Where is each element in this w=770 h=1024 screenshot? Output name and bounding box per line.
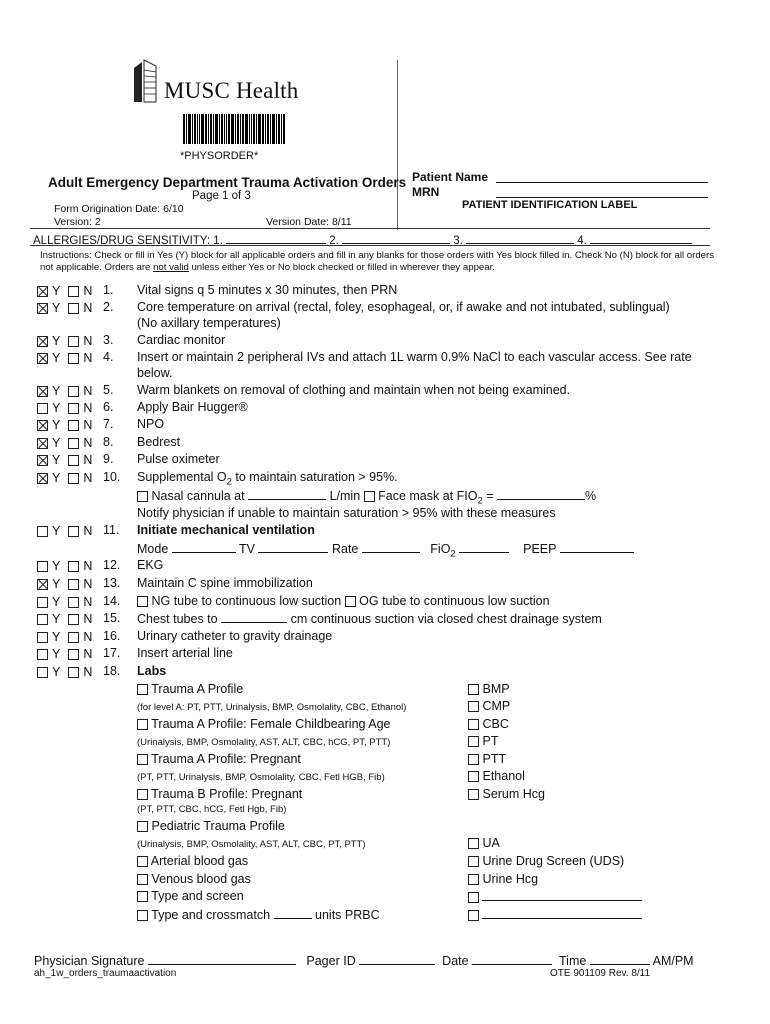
lab-checkbox[interactable] [468,838,479,849]
patient-id-label: PATIENT IDENTIFICATION LABEL [462,199,638,211]
order-number: 1. [103,283,114,297]
order-13-text: Maintain C spine immobilization [137,576,313,590]
o2-subscript: 2 [226,476,232,488]
mrn-label: MRN [412,185,440,199]
date-label: Date [442,954,469,968]
allergy-1-field[interactable] [226,232,326,244]
allergy-2-field[interactable] [342,232,450,244]
lab-vbg [137,872,251,886]
percent-label: % [585,489,597,503]
order-4-text-cont: below. [137,366,173,380]
no-checkbox[interactable] [68,667,79,678]
lab-checkbox[interactable] [137,874,148,885]
lab-label: Arterial blood gas [150,854,249,868]
peep-field[interactable] [560,541,634,553]
ng-tube-label: NG tube to continuous low suction [151,594,342,608]
patient-name-field[interactable] [496,182,708,183]
order-number: 7. [103,417,114,431]
order-number: 4. [103,350,114,364]
form-origination [54,203,184,229]
lab-note: (Urinalysis, BMP, Osmolality, AST, ALT, CBC, PT, PTT) [137,839,366,850]
order-yn-row [37,665,92,679]
lab-ua [468,836,500,850]
order-number: 6. [103,400,114,414]
yes-checkbox[interactable] [37,526,48,537]
order-number: 14. [103,594,121,608]
order-9-text: Pulse oximeter [137,452,220,466]
yes-checkbox[interactable] [37,286,48,297]
order-16-text: Urinary catheter to gravity drainage [137,629,333,643]
mode-field[interactable] [172,541,236,553]
lab-abg [137,854,248,868]
lab-label: Trauma A Profile: Pregnant [151,752,301,766]
lab-label: PTT [482,752,507,766]
no-checkbox[interactable] [68,438,79,449]
lab-checkbox[interactable] [468,874,479,885]
order-yn-row [37,284,92,298]
o2-label-end: to maintain saturation > 95%. [231,470,398,484]
form-code: ah_1w_orders_traumaactivation [34,968,177,979]
yes-label: Y [52,384,61,398]
lab-label: Type and crossmatch [151,908,271,922]
order-number: 18. [103,664,121,678]
no-label: N [83,334,93,348]
chest-tubes-suffix: cm continuous suction via closed chest drainage system [290,612,602,626]
yes-label: Y [52,418,61,432]
allergy-4-field[interactable] [590,232,692,244]
no-label: N [83,471,93,485]
lab-cmp [468,699,510,713]
no-label: N [83,665,93,679]
lmin-label: L/min [329,489,361,503]
face-mask-checkbox[interactable] [364,491,375,502]
tv-field[interactable] [258,541,328,553]
lab-label: PT [482,734,499,748]
no-label: N [83,559,93,573]
divider [30,245,710,246]
yes-label: Y [52,334,61,348]
instructions [40,250,716,274]
order-10-note: Notify physician if unable to maintain saturation > 95% with these measures [137,506,556,520]
signature-label: Physician Signature [34,954,145,968]
lab-note: (Urinalysis, BMP, Osmolality, AST, ALT, CBC, hCG, PT, PTT) [137,737,391,748]
lab-type-screen [137,889,244,903]
og-tube-label: OG tube to continuous low suction [359,594,550,608]
nasal-cannula-checkbox[interactable] [137,491,148,502]
mrn-field[interactable] [496,197,708,198]
order-6-text: Apply Bair Hugger® [137,400,248,414]
ng-tube-checkbox[interactable] [137,596,148,607]
order-yn-row [37,524,92,538]
lab-checkbox[interactable] [137,684,148,695]
order-yn-row [37,471,92,485]
lab-checkbox[interactable] [468,771,479,782]
lab-other-field[interactable] [482,889,642,901]
lab-uds [468,854,624,868]
lab-ethanol [468,769,525,783]
order-yn-row [37,418,92,432]
pager-label: Pager ID [306,954,356,968]
yes-checkbox[interactable] [37,579,48,590]
lab-checkbox[interactable] [468,701,479,712]
fio2-subscript: 2 [477,495,483,507]
order-4-text: Insert or maintain 2 peripheral IVs and attach 1L warm 0.9% NaCl to each vascular access. See rate [137,350,692,364]
order-17-text: Insert arterial line [137,646,233,660]
lab-checkbox[interactable] [468,856,479,867]
version: Version: 2 [54,216,101,228]
no-label: N [83,351,93,365]
lab-checkbox[interactable] [468,754,479,765]
lab-label: Trauma B Profile: Pregnant [151,787,303,801]
time-field[interactable] [590,953,650,965]
lab-ptt [468,752,506,766]
order-number: 17. [103,646,121,660]
lab-serum-hcg [468,787,545,801]
order-12-text: EKG [137,558,164,572]
fio2-field[interactable] [459,541,509,553]
no-label: N [83,301,93,315]
prbc-units-label: units PRBC [315,908,380,922]
no-label: N [83,284,93,298]
rate-field[interactable] [362,541,420,553]
yes-checkbox[interactable] [37,336,48,347]
lab-other-2 [468,907,642,922]
order-18-text: Labs [137,664,167,678]
lab-checkbox[interactable] [468,910,479,921]
lab-checkbox[interactable] [137,910,148,921]
chest-tube-suction-field[interactable] [221,611,287,623]
order-5-text: Warm blankets on removal of clothing and maintain when not being examined. [137,383,571,397]
order-yn-row [37,647,92,661]
yes-checkbox[interactable] [37,597,48,608]
lab-label: BMP [482,682,510,696]
order-number: 9. [103,452,114,466]
no-label: N [83,630,93,644]
yes-label: Y [52,453,61,467]
order-number: 10. [103,470,121,484]
order-yn-row [37,384,92,398]
lab-trauma-a-pregnant [137,752,301,766]
order-11-text: Initiate mechanical ventilation [137,523,315,537]
lab-label: Ethanol [482,769,525,783]
no-label: N [83,612,93,626]
barcode [183,114,303,144]
lab-other-1 [468,889,642,904]
order-yn-row [37,436,92,450]
chest-tubes-label: Chest tubes to [137,612,218,626]
order-yn-row [37,334,92,348]
yes-checkbox[interactable] [37,632,48,643]
lab-checkbox[interactable] [137,789,148,800]
order-8-text: Bedrest [137,435,181,449]
lab-trauma-b-pregnant [137,787,302,801]
lab-type-crossmatch [137,907,380,922]
version-date: Version Date: 8/11 [266,216,352,228]
allergy-4-label: 4. [577,235,587,247]
yes-checkbox[interactable] [37,420,48,431]
lab-label: Urine Drug Screen (UDS) [482,854,625,868]
order-number: 3. [103,333,114,347]
yes-checkbox[interactable] [37,455,48,466]
order-yn-row [37,595,92,609]
order-2-text: Core temperature on arrival (rectal, foley, esophageal, or, if awake and not intubated, sublingual) [137,300,670,314]
lab-checkbox[interactable] [468,789,479,800]
allergy-2-label: 2. [329,235,339,247]
face-mask-label: Face mask at FIO [378,489,478,503]
no-checkbox[interactable] [68,420,79,431]
logo-text: MUSC Health [164,78,299,103]
order-7-text: NPO [137,417,165,431]
yes-label: Y [52,612,61,626]
yes-label: Y [52,595,61,609]
mode-label: Mode [137,542,169,556]
allergies-label: ALLERGIES/DRUG SENSITIVITY: 1. [33,235,223,247]
order-number: 16. [103,629,121,643]
lab-note: (PT, PTT, Urinalysis, BMP, Osmolality, CBC, Fetl HGB, Fib) [137,772,385,783]
lab-trauma-a-female [137,717,391,731]
yes-label: Y [52,351,61,365]
lab-label: Trauma A Profile: Female Childbearing Age [151,717,391,731]
yes-checkbox[interactable] [37,303,48,314]
signature-field[interactable] [148,953,296,965]
form-revision: OTE 901109 Rev. 8/11 [550,968,651,979]
order-yn-row [37,301,92,315]
no-checkbox[interactable] [68,597,79,608]
building-logo-icon [128,58,162,104]
no-checkbox[interactable] [68,403,79,414]
yes-checkbox[interactable] [37,614,48,625]
order-1-text: Vital signs q 5 minutes x 30 minutes, then PRN [137,283,398,297]
rate-label: Rate [331,542,359,556]
no-checkbox[interactable] [68,632,79,643]
time-label: Time [559,954,587,968]
no-label: N [83,436,93,450]
lab-checkbox[interactable] [137,891,148,902]
signature-row [34,953,694,968]
no-checkbox[interactable] [68,353,79,364]
no-checkbox[interactable] [68,526,79,537]
lab-pediatric [137,819,285,833]
order-3-text: Cardiac monitor [137,333,226,347]
no-checkbox[interactable] [68,614,79,625]
yes-label: Y [52,471,61,485]
yes-checkbox[interactable] [37,386,48,397]
no-label: N [83,401,93,415]
physorder-label: *PHYSORDER* [180,150,259,162]
order-yn-row [37,351,92,365]
order-number: 2. [103,300,114,314]
lab-checkbox[interactable] [137,856,148,867]
no-checkbox[interactable] [68,286,79,297]
no-checkbox[interactable] [68,473,79,484]
page-indicator: Page 1 of 3 [192,190,251,202]
order-number: 11. [103,523,120,537]
lab-label: CMP [482,699,511,713]
lab-checkbox[interactable] [468,736,479,747]
peep-label: PEEP [523,542,557,556]
yes-checkbox[interactable] [37,438,48,449]
yes-label: Y [52,301,61,315]
origination-date: Form Origination Date: 6/10 [54,203,184,215]
order-yn-row [37,453,92,467]
lab-urine-hcg [468,872,538,886]
o2-label: Supplemental O [137,470,227,484]
no-checkbox[interactable] [68,336,79,347]
lab-bmp [468,682,510,696]
prbc-units-field[interactable] [274,907,312,919]
yes-label: Y [52,647,61,661]
og-tube-checkbox[interactable] [345,596,356,607]
lab-checkbox[interactable] [468,719,479,730]
lab-checkbox[interactable] [468,684,479,695]
nasal-cannula-label: Nasal cannula at [151,489,245,503]
no-label: N [83,384,93,398]
musc-health-logo [128,58,318,108]
no-label: N [83,453,93,467]
lab-label: Serum Hcg [482,787,546,801]
order-2-note: (No axillary temperatures) [137,316,281,330]
yes-label: Y [52,284,61,298]
no-label: N [83,524,93,538]
order-number: 15. [103,611,121,625]
yes-checkbox[interactable] [37,403,48,414]
lab-label: Pediatric Trauma Profile [151,819,285,833]
date-field[interactable] [472,953,552,965]
no-checkbox[interactable] [68,386,79,397]
order-yn-row [37,630,92,644]
no-checkbox[interactable] [68,455,79,466]
lab-label: UA [482,836,500,850]
order-15-text [137,611,602,626]
yes-label: Y [52,665,61,679]
header-divider [397,60,398,230]
yes-label: Y [52,436,61,450]
lab-label: CBC [482,717,509,731]
instructions-text: Instructions: Check or fill in Yes (Y) block for all applicable orders and fill in any blanks for those orders with Yes block filled in. Check No (N) block for all orders not applicable. Orders are [40,250,715,273]
yes-label: Y [52,401,61,415]
lab-cbc [468,717,509,731]
no-checkbox[interactable] [68,303,79,314]
yes-checkbox[interactable] [37,353,48,364]
lab-checkbox[interactable] [137,754,148,765]
yes-checkbox[interactable] [37,667,48,678]
divider [30,228,710,229]
order-yn-row [37,401,92,415]
yes-label: Y [52,630,61,644]
lab-other-field[interactable] [482,907,642,919]
yes-label: Y [52,577,61,591]
order-number: 13. [103,576,121,590]
lab-label: Type and screen [151,889,244,903]
order-yn-row [37,577,92,591]
lab-checkbox[interactable] [137,719,148,730]
fio2-label: FiO [430,542,451,556]
order-number: 12. [103,558,121,572]
order-14-text [137,594,550,608]
instructions-emphasis: not valid [153,262,189,273]
no-label: N [83,418,93,432]
no-label: N [83,647,93,661]
lab-label: Urine Hcg [482,872,539,886]
yes-label: Y [52,559,61,573]
face-mask-equals: = [482,489,494,503]
yes-checkbox[interactable] [37,561,48,572]
no-checkbox[interactable] [68,579,79,590]
yes-label: Y [52,524,61,538]
allergy-3-field[interactable] [466,232,574,244]
lab-trauma-a [137,682,243,696]
order-10-text [137,470,398,488]
order-number: 5. [103,383,114,397]
no-label: N [83,577,93,591]
ampm-label: AM/PM [652,954,694,968]
nasal-cannula-rate-field[interactable] [248,488,326,500]
instructions-text-end: unless either Yes or No block checked or filled in wherever they appear. [188,262,495,273]
no-checkbox[interactable] [68,561,79,572]
lab-label: Venous blood gas [151,872,251,886]
lab-note: (for level A: PT, PTT, Urinalysis, BMP, Osmolality, CBC, Ethanol) [137,702,407,713]
lab-checkbox[interactable] [468,892,479,903]
lab-label: Trauma A Profile [151,682,244,696]
ventilation-settings [137,541,634,560]
lab-checkbox[interactable] [137,821,148,832]
lab-note: (PT, PTT, CBC, hCG, Fetl Hgb, Fib) [137,804,287,815]
no-checkbox[interactable] [68,649,79,660]
order-number: 8. [103,435,114,449]
yes-checkbox[interactable] [37,649,48,660]
order-yn-row [37,612,92,626]
lab-pt [468,734,498,748]
order-10-options [137,488,596,507]
tv-label: TV [239,542,255,556]
patient-name-label: Patient Name [412,170,489,184]
order-yn-row [37,559,92,573]
no-label: N [83,595,93,609]
face-mask-fio2-field[interactable] [497,488,585,500]
yes-checkbox[interactable] [37,473,48,484]
pager-field[interactable] [359,953,435,965]
allergy-3-label: 3. [453,235,463,247]
fio2-label-subscript: 2 [450,548,456,560]
form-title: Adult Emergency Department Trauma Activation Orders [48,175,407,190]
